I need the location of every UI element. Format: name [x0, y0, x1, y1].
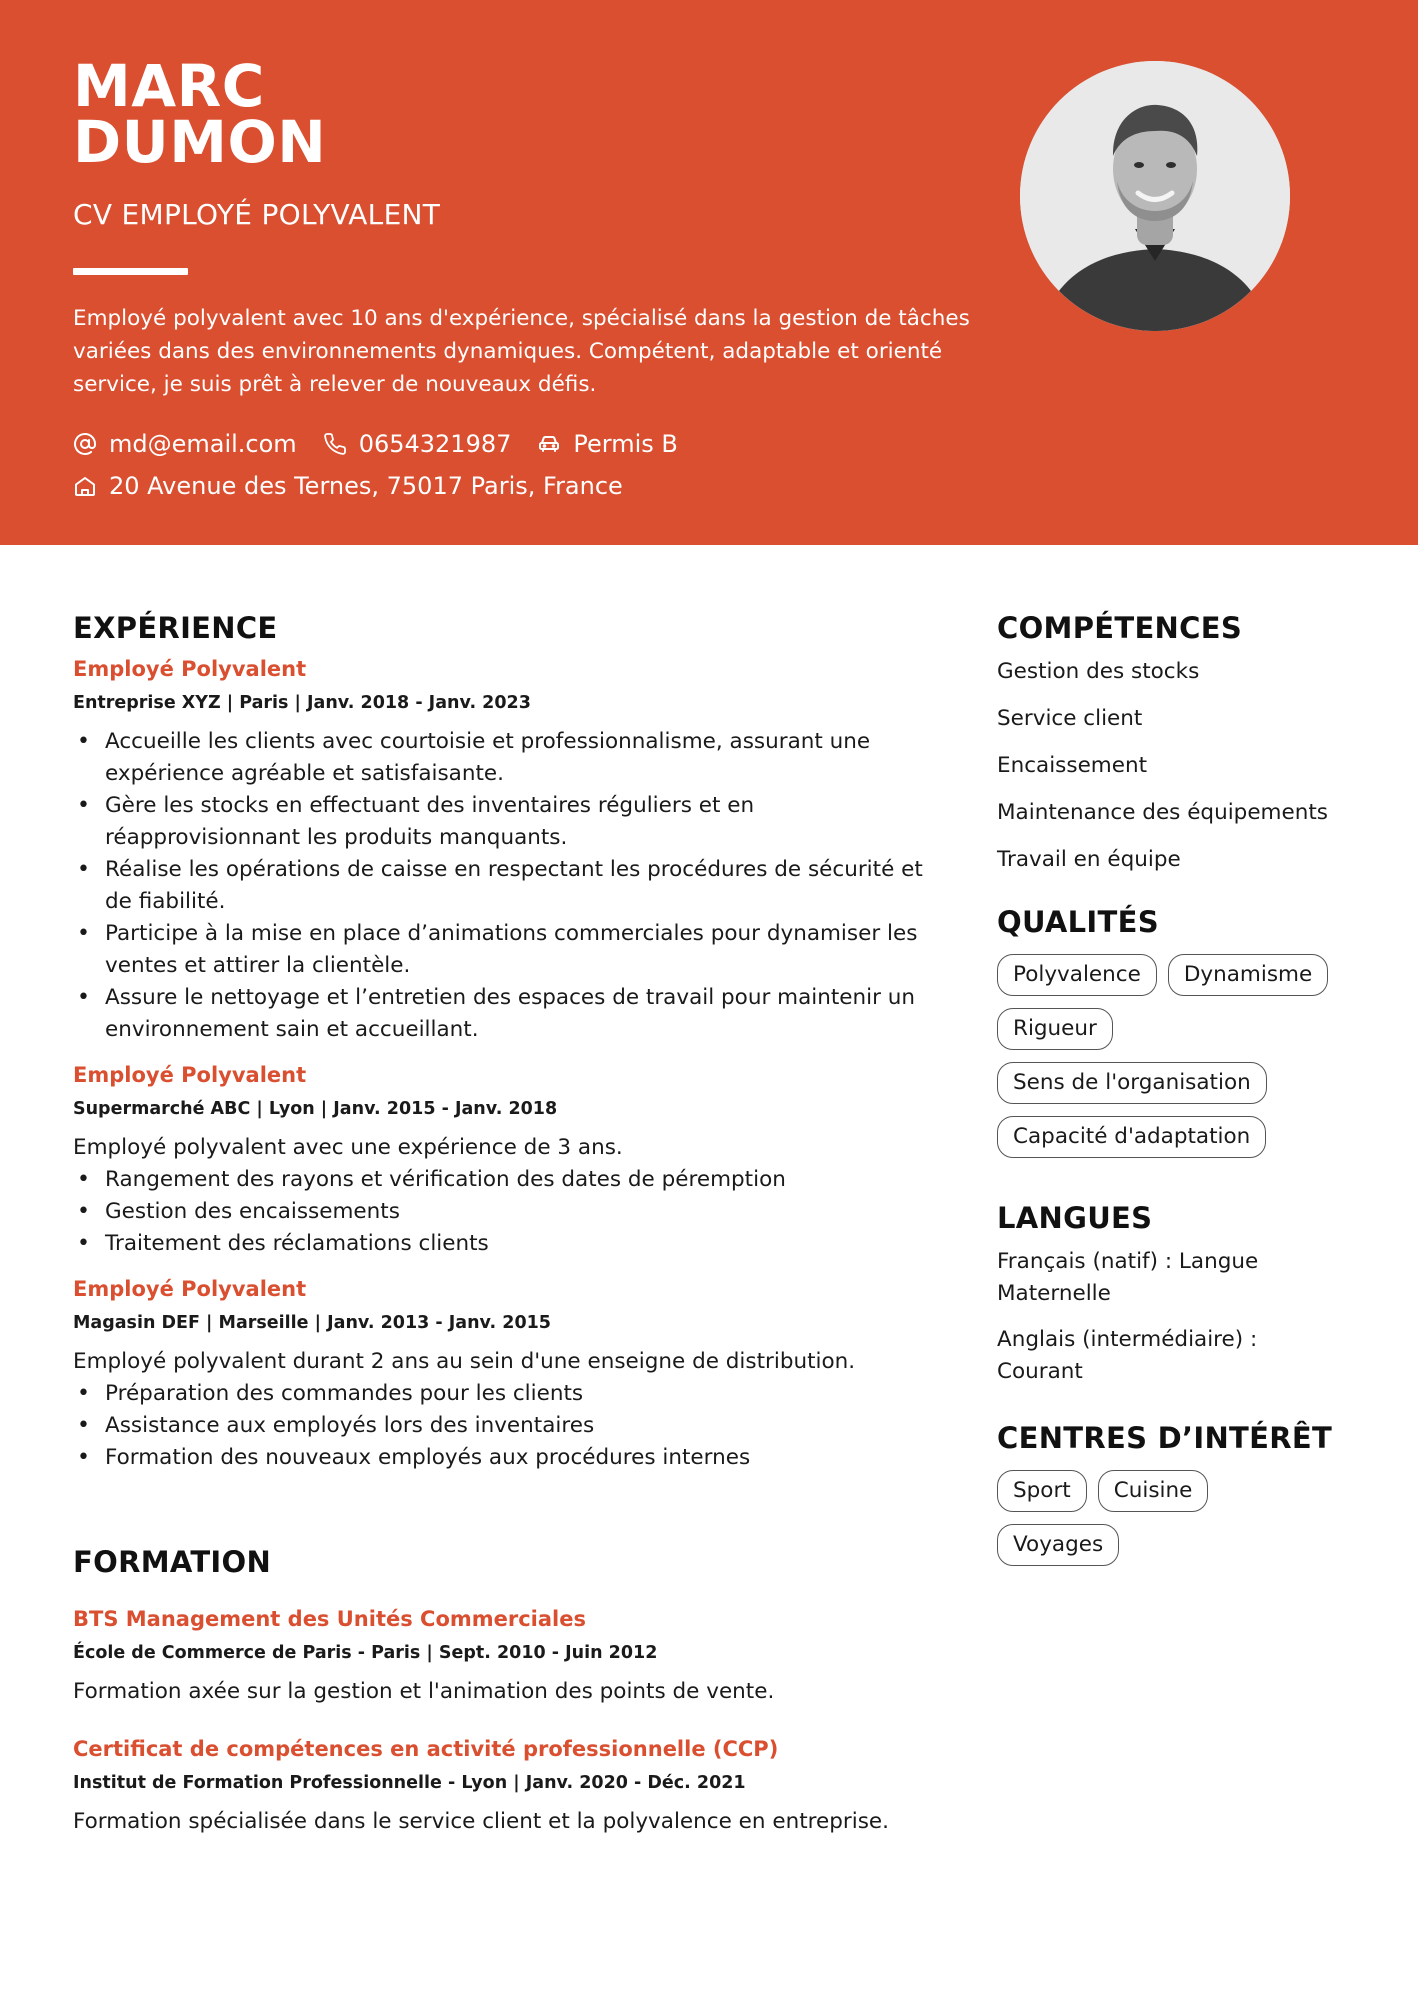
- job-bullets: [73, 1164, 943, 1260]
- experience-entry: [73, 654, 943, 1046]
- education-entry: [73, 1604, 943, 1708]
- license-info: [537, 430, 677, 458]
- interest-tag: Voyages: [997, 1524, 1119, 1566]
- skill-item: Gestion des stocks: [997, 659, 1200, 684]
- job-title: CV EMPLOYÉ POLYVALENT: [73, 198, 441, 231]
- job-bullet: • Traitement des réclamations clients: [73, 1228, 943, 1260]
- contact-row-primary: [73, 430, 678, 458]
- portrait-image: [1020, 61, 1290, 331]
- experience-entry: [73, 1274, 943, 1474]
- title-divider: [73, 268, 188, 275]
- quality-tag: Rigueur: [997, 1008, 1113, 1050]
- degree-description: Formation axée sur la gestion et l'animation des points de vente.: [73, 1679, 775, 1704]
- degree-meta: École de Commerce de Paris - Paris | Sept. 2010 - Juin 2012: [73, 1643, 658, 1663]
- language-item: Anglais (intermédiaire) : Courant: [997, 1327, 1258, 1384]
- education-entry: [73, 1734, 943, 1838]
- job-role: Employé Polyvalent: [73, 1063, 307, 1087]
- job-bullet: • Assure le nettoyage et l’entretien des espaces de travail pour maintenir un environnement sain et accueillant.: [73, 982, 943, 1046]
- experience-entry: [73, 1060, 943, 1260]
- job-intro: Employé polyvalent avec une expérience de 3 ans.: [73, 1135, 623, 1160]
- job-bullet: • Accueille les clients avec courtoisie et professionnalisme, assurant une expérience agréable et satisfaisante.: [73, 726, 943, 790]
- last-name: DUMON: [73, 108, 327, 176]
- job-role: Employé Polyvalent: [73, 1277, 307, 1301]
- languages-title: LANGUES: [997, 1201, 1153, 1235]
- degree-title: BTS Management des Unités Commerciales: [73, 1607, 586, 1631]
- address-info: [73, 472, 623, 500]
- degree-description: Formation spécialisée dans le service client et la polyvalence en entreprise.: [73, 1809, 889, 1834]
- job-meta: Entreprise XYZ | Paris | Janv. 2018 - Janv. 2023: [73, 693, 531, 713]
- job-bullets: [73, 1378, 943, 1474]
- sidebar-column: [997, 608, 1387, 1566]
- at-icon: [73, 432, 97, 456]
- skill-item: Travail en équipe: [997, 847, 1181, 872]
- first-name: MARC: [73, 52, 265, 120]
- job-bullet: • Assistance aux employés lors des inventaires: [73, 1410, 943, 1442]
- address-text: 20 Avenue des Ternes, 75017 Paris, France: [109, 472, 623, 500]
- profile-summary: Employé polyvalent avec 10 ans d'expérience, spécialisé dans la gestion de tâches variées dans des environnements dynamiques. Compétent, adaptable et orienté service, je suis prêt à relever de nouveaux défis.: [73, 306, 970, 397]
- job-bullet: • Gère les stocks en effectuant des inventaires réguliers et en réapprovisionnant les produits manquants.: [73, 790, 943, 854]
- license-text: Permis B: [573, 430, 678, 458]
- skill-item: Maintenance des équipements: [997, 800, 1328, 825]
- experience-title: EXPÉRIENCE: [73, 611, 278, 645]
- profile-photo: [1020, 61, 1290, 331]
- home-icon: [73, 474, 97, 498]
- skills-title: COMPÉTENCES: [997, 611, 1242, 645]
- degree-title: Certificat de compétences en activité professionnelle (CCP): [73, 1737, 779, 1761]
- job-bullet: • Participe à la mise en place d’animations commerciales pour dynamiser les ventes et attirer la clientèle.: [73, 918, 943, 982]
- car-icon: [537, 432, 561, 456]
- phone-text: 0654321987: [358, 430, 512, 458]
- job-role: Employé Polyvalent: [73, 657, 307, 681]
- resume-header: [0, 0, 1418, 545]
- degree-meta: Institut de Formation Professionnelle - Lyon | Janv. 2020 - Déc. 2021: [73, 1773, 746, 1793]
- contact-row-address: [73, 472, 623, 500]
- languages-list: [997, 1246, 1297, 1388]
- job-meta: Magasin DEF | Marseille | Janv. 2013 - Janv. 2015: [73, 1313, 551, 1333]
- qualities-title: QUALITÉS: [997, 905, 1159, 939]
- job-bullet: • Gestion des encaissements: [73, 1196, 943, 1228]
- job-intro: Employé polyvalent durant 2 ans au sein d'une enseigne de distribution.: [73, 1349, 856, 1374]
- qualities-tags: [997, 954, 1357, 1158]
- quality-tag: Dynamisme: [1168, 954, 1328, 996]
- skills-list: [997, 658, 1387, 874]
- quality-tag: Capacité d'adaptation: [997, 1116, 1266, 1158]
- language-item: Français (natif) : Langue Maternelle: [997, 1249, 1259, 1306]
- job-bullet: • Formation des nouveaux employés aux procédures internes: [73, 1442, 943, 1474]
- job-bullet: • Réalise les opérations de caisse en respectant les procédures de sécurité et de fiabilité.: [73, 854, 943, 918]
- education-title: FORMATION: [73, 1545, 272, 1579]
- job-bullets: [73, 726, 943, 1046]
- job-bullet: • Rangement des rayons et vérification des dates de péremption: [73, 1164, 943, 1196]
- quality-tag: Sens de l'organisation: [997, 1062, 1267, 1104]
- job-meta: Supermarché ABC | Lyon | Janv. 2015 - Janv. 2018: [73, 1099, 558, 1119]
- email-text: md@email.com: [109, 430, 297, 458]
- skill-item: Service client: [997, 706, 1143, 731]
- interests-title: CENTRES D’INTÉRÊT: [997, 1421, 1333, 1455]
- interests-tags: [997, 1470, 1247, 1566]
- interest-tag: Cuisine: [1098, 1470, 1209, 1512]
- job-bullet: • Préparation des commandes pour les clients: [73, 1378, 943, 1410]
- main-column: [73, 608, 943, 1838]
- quality-tag: Polyvalence: [997, 954, 1157, 996]
- email-contact[interactable]: [73, 430, 297, 458]
- candidate-name: [73, 52, 327, 176]
- skill-item: Encaissement: [997, 753, 1148, 778]
- phone-icon: [323, 432, 347, 456]
- phone-contact[interactable]: [323, 430, 512, 458]
- interest-tag: Sport: [997, 1470, 1087, 1512]
